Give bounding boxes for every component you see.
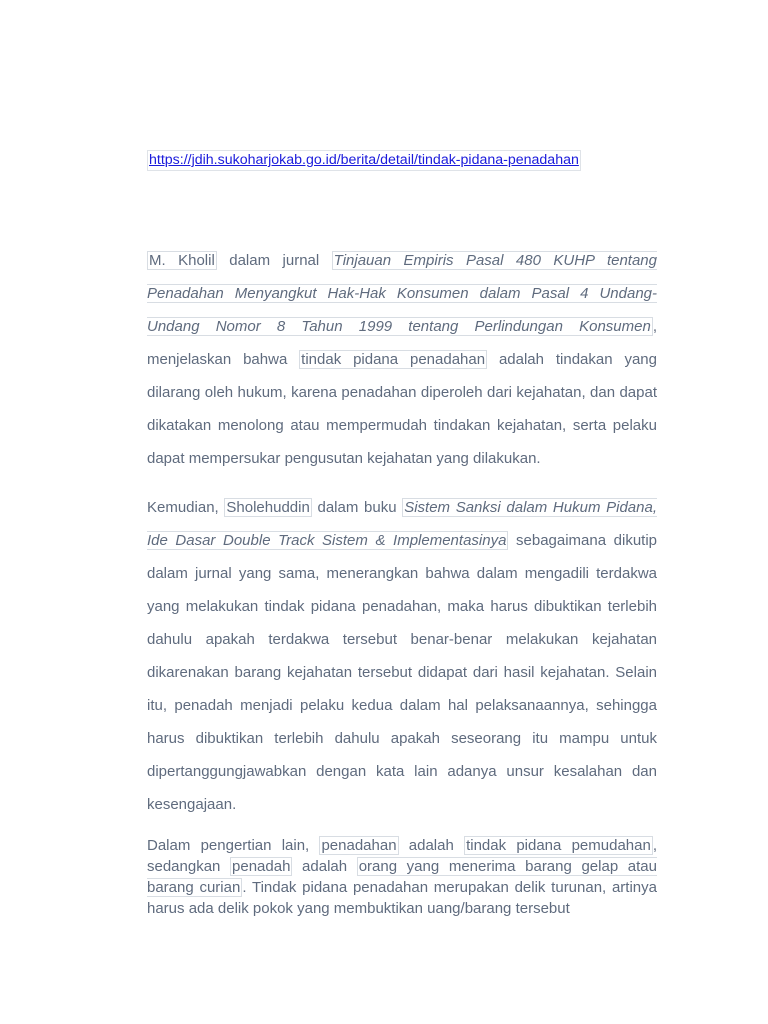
highlighted-term: penadah [232,858,291,875]
paragraph-1 [147,244,657,475]
text-span: , menjelaskan bahwa [147,318,657,368]
text-span: dalam jurnal [216,252,332,269]
book-title: Sistem Sanksi dalam Hukum Pidana, Ide Dasar Double Track Sistem & Implementasinya [147,499,657,549]
text-span: Kemudian, [147,499,225,516]
text-span: dalam buku [311,499,403,516]
text-span: sebagaimana dikutip dalam jurnal yang sama, menerangkan bahwa dalam mengadili terdakwa yang melakukan tindak pidana penadahan, maka harus dibuktikan terlebih dahulu apakah terdakwa tersebut benar-benar melakukan kejahatan dikarenakan barang kejahatan tersebut didapat dari hasil kejahatan. Selain itu, penadah menjadi pelaku kedua dalam hal pelaksanaannya, sehingga harus dibuktikan terlebih dahulu apakah seseorang itu mampu untuk dipertanggungjawabkan dengan kata lain adanya unsur kesalahan dan kesengajaan. [147,532,657,813]
highlighted-term: penadahan [321,837,397,854]
text-span: Dalam pengertian lain, [147,837,320,854]
journal-title: Tinjauan Empiris Pasal 480 KUHP tentang Penadahan Menyangkut Hak-Hak Konsumen dalam Pasal 4 Undang-Undang Nomor 8 Tahun 1999 tentang Perlindungan Konsumen [147,252,657,335]
text-span: adalah [292,858,357,875]
highlighted-definition: tindak pidana pemudahan [466,837,651,854]
source-link[interactable]: https://jdih.sukoharjokab.go.id/berita/detail/tindak-pidana-penadahan [147,150,581,171]
paragraph-2 [147,491,657,821]
text-span: adalah tindakan yang dilarang oleh hukum, karena penadahan diperoleh dari kejahatan, dan dapat dikatakan menolong atau mempermudah tindakan kejahatan, serta pelaku dapat mempersukar pengusutan kejahatan yang dilakukan. [147,351,657,467]
highlighted-definition: orang yang menerima barang gelap atau barang curian [147,858,657,896]
highlighted-term: tindak pidana penadahan [301,351,486,368]
author-name: Sholehuddin [226,499,310,516]
text-span: . Tindak pidana penadahan merupakan delik turunan, artinya harus ada delik pokok yang membuktikan uang/barang tersebut [147,879,657,917]
text-span: adalah [398,837,465,854]
text-span: , sedangkan [147,837,657,875]
source-url-line [147,151,667,168]
author-name: M. Kholil [149,252,215,269]
paragraph-3 [147,835,657,919]
